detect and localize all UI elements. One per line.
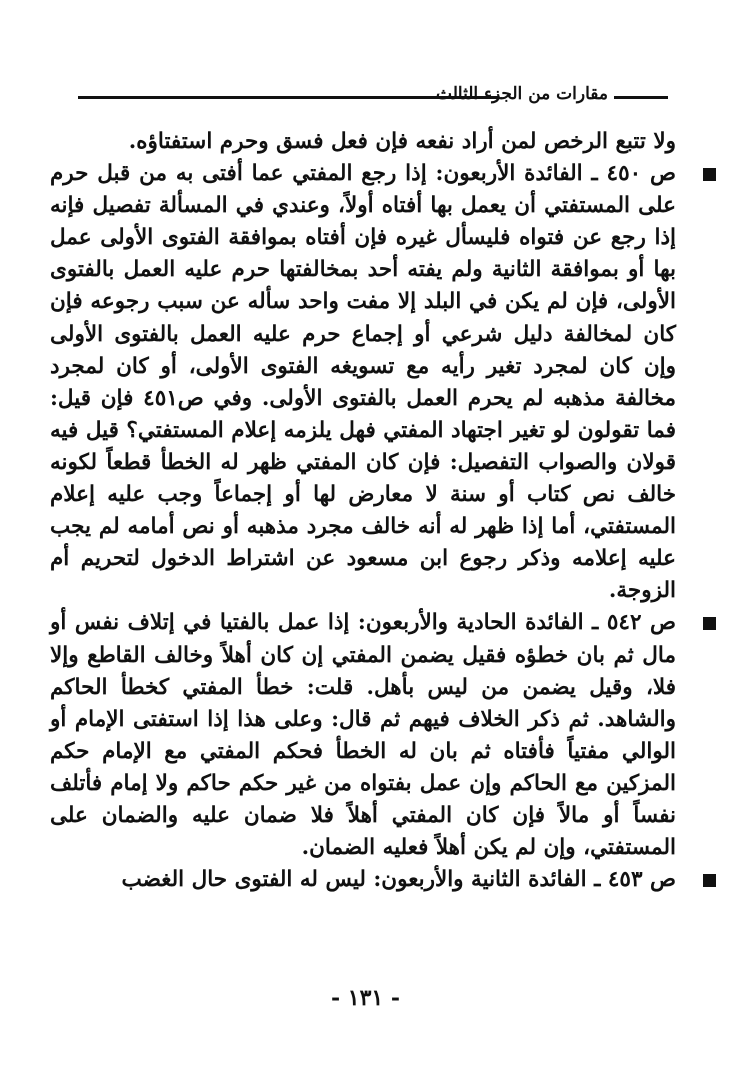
page-body bbox=[50, 126, 676, 896]
paragraph bbox=[50, 158, 676, 607]
page-number: - ١٣١ - bbox=[330, 985, 401, 1011]
paragraph bbox=[50, 126, 676, 158]
paragraph-text: ص ٤٥٣ ـ الفائدة الثانية والأربعون: ليس له الفتوى حال الغضب bbox=[121, 867, 676, 893]
paragraph-text: ص ٤٥٠ ـ الفائدة الأربعون: إذا رجع المفتي عما أفتى به من قبل حرم على المستفتي أن يعمل بها أفتاه أولاً، وعندي في المسألة تفصيل فإنه إذا رجع عن فتواه فليسأل غيره فإن أفتاه بموافقة الفتوى الأولى عمل بها أو بموافقة الثانية ولم يفته أحد بمخالفتها حرم عليه العمل بالفتوى الأولى، فإن لم يكن في البلد إلا مفت واحد سأله عن سبب رجوعه فإن كان لمخالفة دليل شرعي أو إجماع حرم عليه العمل بالفتوى الأولى وإن كان لمجرد تغير رأيه مع تسويغه الفتوى الأولى، أو كان لمجرد مخالفة مذهبه لم يحرم العمل بالفتوى الأولى. وفي ص٤٥١ فإن قيل: فما تقولون لو تغير اجتهاد المفتي فهل يلزمه إعلام المستفتي؟ قيل فيه قولان والصواب التفصيل: فإن كان المفتي ظهر له الخطأ قطعاً لكونه خالف نص كتاب أو سنة لا معارض لها أو إجماعاً وجب عليه إعلام المستفتي، أما إذا ظهر له أنه خالف مجرد مذهبه أو نص أمامه لم يجب عليه إعلامه وذكر رجوع ابن مسعود عن اشتراط الدخول لتحريم أم الزوجة. bbox=[50, 161, 676, 604]
paragraph-text: ولا تتبع الرخص لمن أراد نفعه فإن فعل فسق وحرم استفتاؤه. bbox=[128, 129, 676, 154]
square-bullet-icon bbox=[703, 617, 716, 630]
square-bullet-icon bbox=[703, 168, 716, 181]
paragraph bbox=[50, 607, 676, 864]
paragraph bbox=[50, 864, 676, 896]
running-header bbox=[78, 84, 668, 114]
paragraph-text: ص ٥٤٢ ـ الفائدة الحادية والأربعون: إذا عمل بالفتيا في إتلاف نفس أو مال ثم بان خطؤه فقيل يضمن المفتي إن كان أهلاً وخالف القاطع وإلا فلا، وقيل يضمن من ليس بأهل. قلت: خطأ المفتي كخطأ الحاكم والشاهد. ثم ذكر الخلاف فيهم ثم قال: وعلى هذا إذا استفتى الإمام أو الوالي مفتياً فأفتاه ثم بان له الخطأ فحكم المفتي مع الإمام حكم المزكين مع الحاكم وإن عمل بفتواه من غير حكم حاكم ولا إمام فأتلف نفساً أو مالاً فإن كان المفتي أهلاً فلا ضمان عليه والضمان على المستفتي، وإن لم يكن أهلاً فعليه الضمان. bbox=[50, 610, 676, 861]
header-rule-right bbox=[614, 96, 668, 99]
header-title: مقارات من الجزء الثالث bbox=[436, 84, 608, 104]
square-bullet-icon bbox=[703, 874, 716, 887]
